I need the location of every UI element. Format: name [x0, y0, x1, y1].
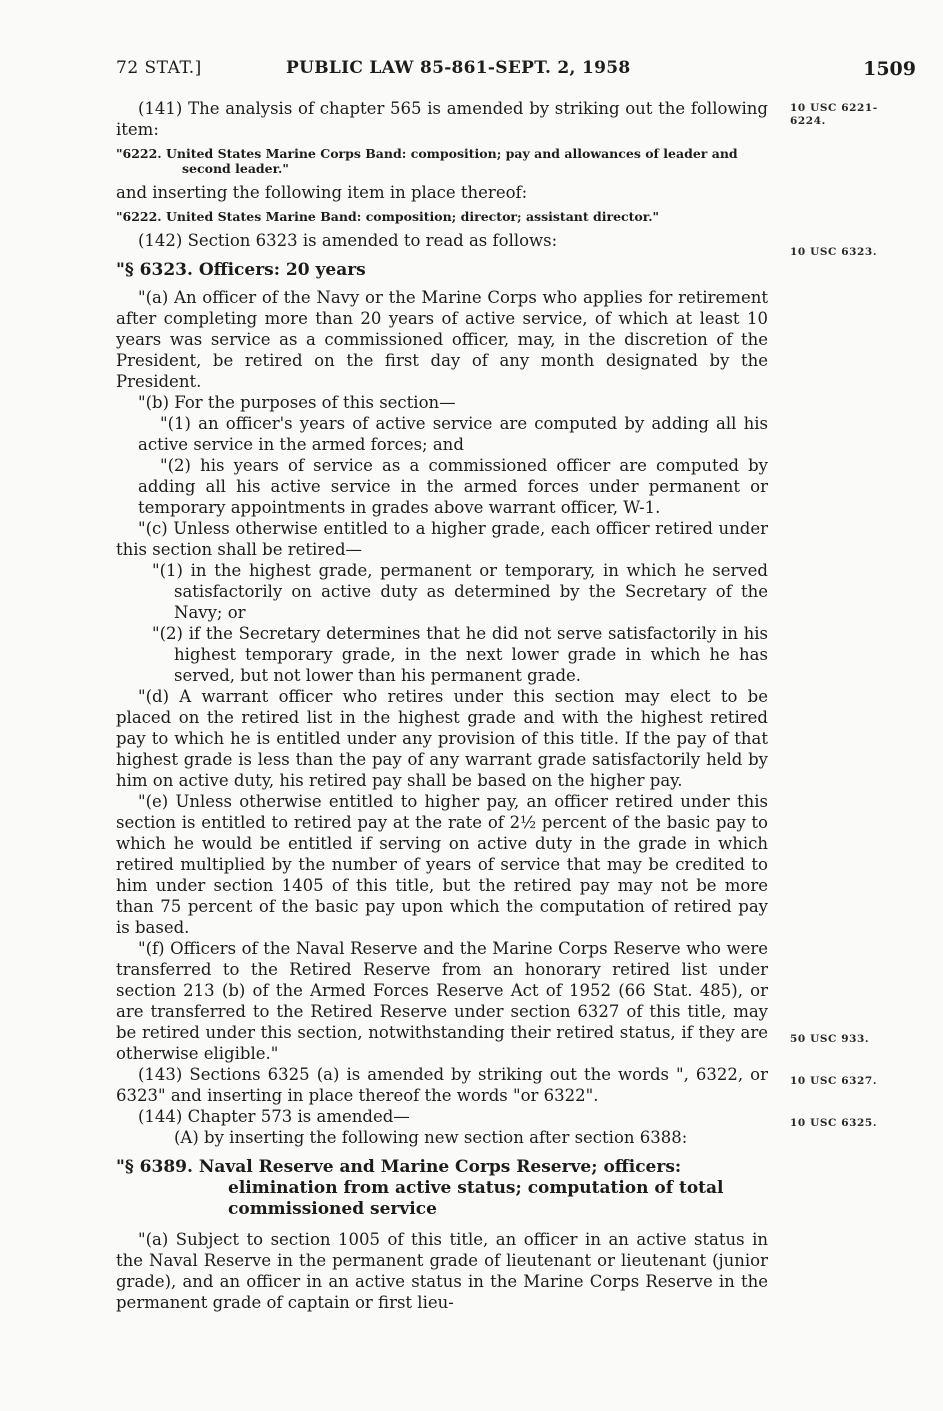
page-header — [116, 58, 916, 84]
paragraph-141: (141) The analysis of chapter 565 is amended by striking out the following item: — [116, 99, 768, 139]
running-title: PUBLIC LAW 85-861-SEPT. 2, 1958 — [286, 58, 631, 78]
clause-b2: "(2) his years of service as a commissioned officer are computed by adding all his active service in the armed forces under permanent or temporary appointments in grades above warrant officer, W-1. — [138, 456, 768, 517]
clause-b1: "(1) an officer's years of active service are computed by adding all his active service in the armed forces; and — [138, 414, 768, 454]
paragraph-142: (142) Section 6323 is amended to read as follows: — [138, 231, 558, 250]
paragraph-143: (143) Sections 6325 (a) is amended by striking out the words ", 6322, or 6323" and inserting in place thereof the words "or 6322". — [116, 1065, 768, 1105]
page-body — [116, 98, 768, 1313]
section-6323-heading: "§ 6323. Officers: 20 years — [116, 260, 366, 280]
margin-citation-6325: 10 USC 6325. — [790, 1117, 878, 1129]
paragraph-144-A: (A) by inserting the following new section after section 6388: — [174, 1128, 688, 1147]
subsection-a: "(a) An officer of the Navy or the Marine Corps who applies for retirement after completing more than 20 years of active service, of which at least 10 years was service as a commissioned officer, may, in the discretion of the President, be retired on the first day of any month designated by the President. — [116, 288, 768, 391]
subsection-b: "(b) For the purposes of this section— — [138, 393, 456, 412]
clause-c2: "(2) if the Secretary determines that he did not serve satisfactorily in his highest temporary grade, in the next lower grade in which he has served, but not lower than his permanent grade. — [152, 624, 768, 685]
subsection-c: "(c) Unless otherwise entitled to a higher grade, each officer retired under this section shall be retired— — [116, 519, 768, 559]
section-6389-heading: "§ 6389. Naval Reserve and Marine Corps Reserve; officers: elimination from active status; computation of total commissioned service — [116, 1157, 724, 1219]
paragraph-144: (144) Chapter 573 is amended— — [138, 1107, 410, 1126]
page-number: 1509 — [863, 58, 916, 80]
margin-citation-6221: 10 USC 6221-6224. — [790, 102, 878, 127]
struck-item: "6222. United States Marine Corps Band: composition; pay and allowances of leader and second leader." — [116, 146, 738, 176]
statute-volume: 72 STAT.] — [116, 58, 202, 78]
section-6389-subsection-a: "(a) Subject to section 1005 of this title, an officer in an active status in the Naval Reserve in the permanent grade of lieutenant or lieutenant (junior grade), and an officer in an active status in the Marine Corps Reserve in the permanent grade of captain or first lieu- — [116, 1230, 768, 1312]
insert-line: and inserting the following item in place thereof: — [116, 183, 528, 202]
margin-citation-6327: 10 USC 6327. — [790, 1075, 878, 1087]
margin-citation-6323: 10 USC 6323. — [790, 246, 878, 258]
subsection-f: "(f) Officers of the Naval Reserve and the Marine Corps Reserve who were transferred to the Retired Reserve from an honorary retired list under section 213 (b) of the Armed Forces Reserve Act of 1952 (66 Stat. 485), or are transferred to the Retired Reserve under section 6327 of this title, may be retired under this section, notwithstanding their retired status, if they are otherwise eligible." — [116, 939, 768, 1063]
new-item: "6222. United States Marine Band: composition; director; assistant director." — [116, 209, 660, 224]
margin-citation-933: 50 USC 933. — [790, 1033, 870, 1045]
clause-c1: "(1) in the highest grade, permanent or temporary, in which he served satisfactorily on active duty as determined by the Secretary of the Navy; or — [152, 561, 768, 622]
subsection-e: "(e) Unless otherwise entitled to higher pay, an officer retired under this section is entitled to retired pay at the rate of 2½ percent of the basic pay to which he would be entitled if serving on active duty in the grade in which retired multiplied by the number of years of service that may be credited to him under section 1405 of this title, but the retired pay may not be more than 75 percent of the basic pay upon which the computation of retired pay is based. — [116, 792, 768, 937]
subsection-d: "(d) A warrant officer who retires under this section may elect to be placed on the retired list in the highest grade and with the highest retired pay to which he is entitled under any provision of this title. If the pay of that highest grade is less than the pay of any warrant grade satisfactorily held by him on active duty, his retired pay shall be based on the higher pay. — [116, 687, 768, 790]
